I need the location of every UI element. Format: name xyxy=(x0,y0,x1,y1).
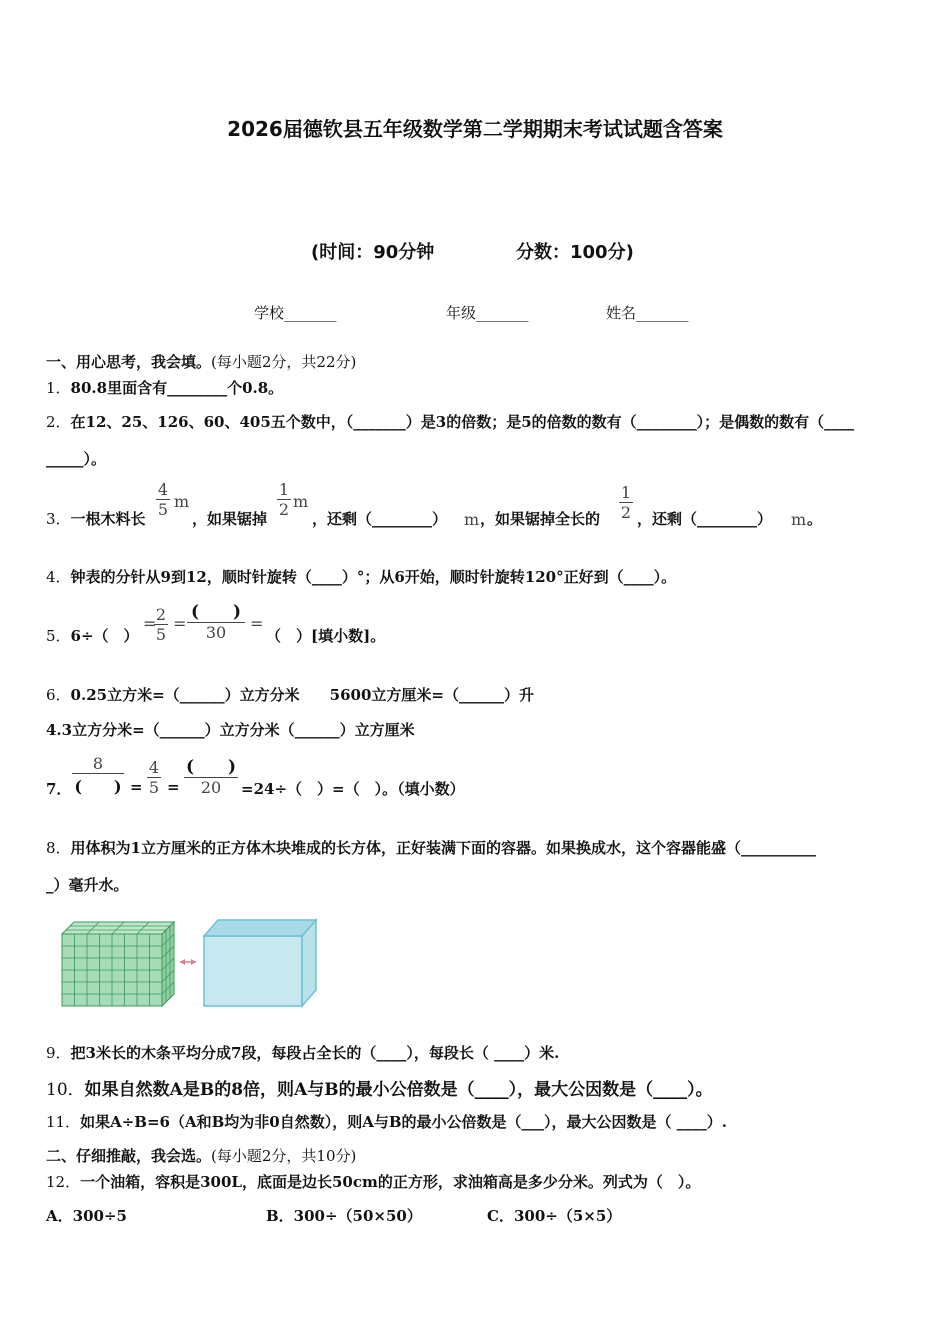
q2-text: 在12、25、126、60、405五个数中，（_______）是3的倍数；是5的倍数的数有（________）；是偶数的数有（____ xyxy=(70,413,855,431)
q3-text-1: 一根木料长 xyxy=(70,510,146,528)
q4-number: 4． xyxy=(46,568,71,586)
question-10 xyxy=(46,1075,713,1100)
exam-time: (时间：90分钟 xyxy=(311,242,435,263)
q7-equals-1: = xyxy=(130,778,143,796)
q5-fraction-2: ( ) 30 xyxy=(187,597,245,642)
q3-text-5: ，还剩（________） xyxy=(637,510,773,528)
q3-text-4: ，如果锯掉全长的 xyxy=(480,510,601,528)
exam-score: 分数：100分) xyxy=(516,242,634,263)
section-1-note: (每小题2分，共22分) xyxy=(211,353,357,371)
page-title: 2026届德钦县五年级数学第二学期期末考试试题含答案 xyxy=(227,117,723,141)
q6-text-2: 4.3立方分米=（______）立方分米（______）立方厘米 xyxy=(46,721,415,739)
q12-option-a[interactable]: A．300÷5 xyxy=(46,1207,127,1225)
q1-text: 80.8里面含有________个0.8。 xyxy=(70,379,284,397)
q8-figure xyxy=(58,914,328,1012)
q11-text: 如果A÷B=6（A和B均为非0自然数），则A与B的最小公倍数是（___），最大公因数是（ ____）. xyxy=(80,1113,728,1131)
q3-fraction-3: 1 2 xyxy=(620,483,632,522)
question-9 xyxy=(46,1042,559,1063)
section-2-note: (每小题2分，共10分) xyxy=(211,1147,357,1165)
school-field: 学校_______ xyxy=(254,304,337,322)
q2-number: 2． xyxy=(46,413,71,431)
q3-text-6: 。 xyxy=(807,510,823,528)
q7-fraction-2: 4 5 xyxy=(148,758,160,797)
q12-number: 12． xyxy=(46,1173,81,1191)
q3-unit-4: m xyxy=(791,510,807,529)
q5-equals-3: = xyxy=(250,614,264,633)
question-12 xyxy=(46,1171,700,1192)
q5-text-2: （ ）[填小数]。 xyxy=(266,627,386,645)
q11-number: 11． xyxy=(46,1113,81,1131)
q3-fraction-2: 1 2 xyxy=(278,480,290,519)
q6-text-1: 0.25立方米=（______）立方分米 5600立方厘米=（______）升 xyxy=(70,686,534,704)
section-1-title: 一、用心思考，我会填。 xyxy=(46,353,212,371)
q5-text-1: 6÷（ ） xyxy=(70,627,139,645)
q2-continuation: _____）。 xyxy=(46,450,107,468)
q7-equals-2: = xyxy=(167,778,180,796)
q5-equals-2: = xyxy=(173,614,187,633)
q7-number: 7． xyxy=(46,780,72,798)
empty-container-figure xyxy=(204,920,316,1006)
q3-text-2: ，如果锯掉 xyxy=(192,510,268,528)
q8-text: 用体积为1立方厘米的正方体木块堆成的长方体，正好装满下面的容器。如果换成水，这个容器能盛（__________ xyxy=(70,839,816,857)
question-11 xyxy=(46,1111,727,1132)
question-1 xyxy=(46,377,283,398)
grade-field: 年级_______ xyxy=(446,304,529,322)
q12-option-b[interactable]: B．300÷（50×50） xyxy=(266,1207,422,1225)
q5-fraction-1: 2 5 xyxy=(155,605,167,644)
q5-part-1 xyxy=(46,625,139,646)
q3-part-1 xyxy=(46,508,146,529)
q3-text-3: ，还剩（________） xyxy=(312,510,448,528)
q3-unit-1: m xyxy=(174,492,190,511)
q10-text: 如果自然数A是B的8倍，则A与B的最小公倍数是（____），最大公因数是（____）。 xyxy=(84,1080,713,1100)
q9-number: 9． xyxy=(46,1044,71,1062)
q1-number: 1． xyxy=(46,379,71,397)
section-2-heading xyxy=(46,1145,356,1166)
question-2 xyxy=(46,411,854,432)
q7-tail: =24÷（ ）=（ ）。（填小数） xyxy=(241,780,465,798)
q3-unit-2: m xyxy=(293,492,309,511)
q7-fraction-3: ( ) 20 xyxy=(185,757,237,797)
q8-number: 8． xyxy=(46,839,71,857)
q8-continuation: _）毫升水。 xyxy=(46,876,129,894)
section-2-title: 二、仔细推敲，我会选。 xyxy=(46,1147,212,1165)
stacked-cubes-figure xyxy=(62,922,174,1006)
q9-text: 把3米长的木条平均分成7段，每段占全长的（____），每段长（ ____）米. xyxy=(70,1044,560,1062)
q6-number: 6． xyxy=(46,686,71,704)
q12-option-c[interactable]: C．300÷（5×5） xyxy=(487,1207,622,1225)
section-1-heading xyxy=(46,351,356,372)
q5-number: 5． xyxy=(46,627,71,645)
q3-unit-3: m xyxy=(464,510,480,529)
arrow-icon xyxy=(180,959,196,965)
name-field: 姓名_______ xyxy=(606,304,689,322)
q4-text: 钟表的分针从9到12，顺时针旋转（____）°；从6开始，顺时针旋转120°正好到（____）。 xyxy=(70,568,677,586)
question-4 xyxy=(46,566,676,587)
q5-equals-1: = xyxy=(143,614,157,633)
q7-fraction-1: 8 ( ) xyxy=(72,754,124,797)
question-8 xyxy=(46,837,816,858)
q3-number: 3． xyxy=(46,510,71,528)
question-6 xyxy=(46,684,534,705)
q12-text: 一个油箱，容积是300L，底面是边长50cm的正方形，求油箱高是多少分米。列式为（ ）。 xyxy=(80,1173,701,1191)
q10-number: 10． xyxy=(46,1080,85,1100)
q3-fraction-1: 4 5 xyxy=(157,480,169,519)
